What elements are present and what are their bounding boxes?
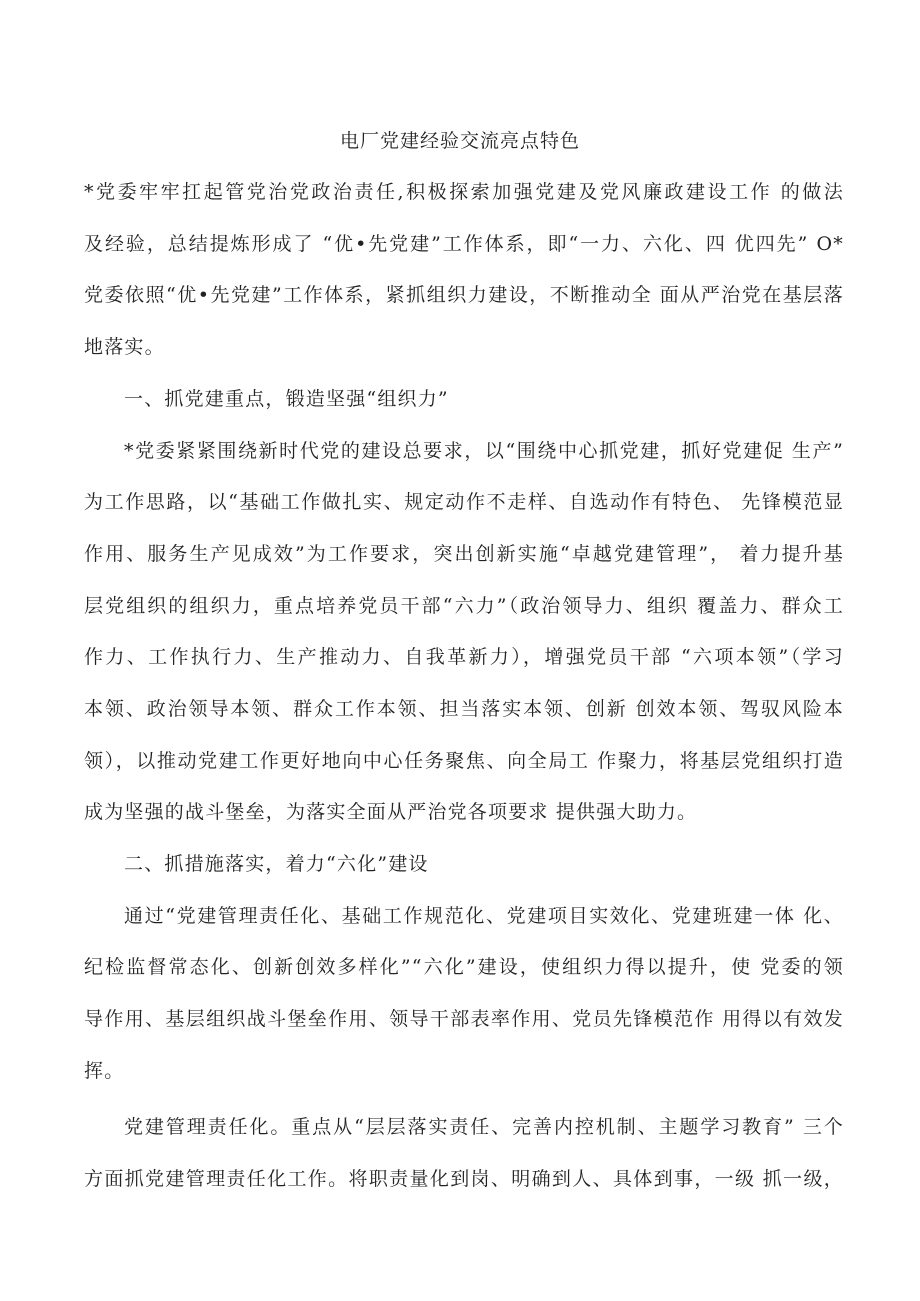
paragraph-2-line-7: 领），以推动党建工作更好地向中心任务聚焦、向全局工 作聚力，将基层党组织打造: [84, 750, 844, 772]
paragraph-3-line-4: 挥。: [84, 1060, 125, 1082]
paragraph-2-line-5: 作力、工作执行力、生产推动力、自我革新力），增强党员干部 “六项本领”（学习: [84, 646, 844, 668]
paragraph-1-line-2: 及经验，总结提炼形成了 “优•先党建”工作体系，即“一力、六化、四 优四先” O*: [84, 233, 844, 255]
paragraph-2-line-8: 成为坚强的战斗堡垒，为落实全面从严治党各项要求 提供强大助力。: [84, 801, 698, 823]
paragraph-2-line-2: 为工作思路，以“基础工作做扎实、规定动作不走样、自选动作有特色、 先锋模范显: [84, 491, 844, 513]
page-title: 电厂党建经验交流亮点特色: [339, 130, 580, 152]
paragraph-1-line-3: 党委依照“优•先党建”工作体系，紧抓组织力建设，不断推动全 面从严治党在基层落: [84, 284, 844, 306]
paragraph-3-line-1: 通过“党建管理责任化、基础工作规范化、党建项目实效化、党建班建一体 化、: [124, 905, 844, 927]
paragraph-2-line-1: *党委紧紧围绕新时代党的建设总要求，以“围绕中心抓党建，抓好党建促 生产”: [124, 440, 844, 462]
paragraph-3-line-2: 纪检监督常态化、创新创效多样化”“六化”建设，使组织力得以提升，使 党委的领: [84, 956, 844, 978]
paragraph-2-line-6: 本领、政治领导本领、群众工作本领、担当落实本领、创新 创效本领、驾驭风险本: [84, 698, 844, 720]
paragraph-3-line-3: 导作用、基层组织战斗堡垒作用、领导干部表率作用、党员先锋模范作 用得以有效发: [84, 1008, 844, 1030]
paragraph-4-line-1: 党建管理责任化。重点从“层层落实责任、完善内控机制、主题学习教育” 三个: [124, 1116, 844, 1138]
paragraph-2-line-3: 作用、服务生产见成效”为工作要求，突出创新实施“卓越党建管理”， 着力提升基: [84, 543, 844, 565]
paragraph-2-line-4: 层党组织的组织力，重点培养党员干部“六力”（政治领导力、组织 覆盖力、群众工: [84, 595, 844, 617]
paragraph-1-line-1: *党委牢牢扛起管党治党政治责任,积极探索加强党建及党风廉政建设工作 的做法: [84, 181, 844, 203]
section-heading-1: 一、抓党建重点，锻造坚强“组织力”: [124, 388, 449, 410]
section-heading-2: 二、抓措施落实，着力“六化”建设: [124, 853, 429, 875]
paragraph-4-line-2: 方面抓党建管理责任化工作。将职责量化到岗、明确到人、具体到事，一级 抓一级，: [84, 1168, 844, 1190]
paragraph-1-line-4: 地落实。: [84, 336, 165, 358]
